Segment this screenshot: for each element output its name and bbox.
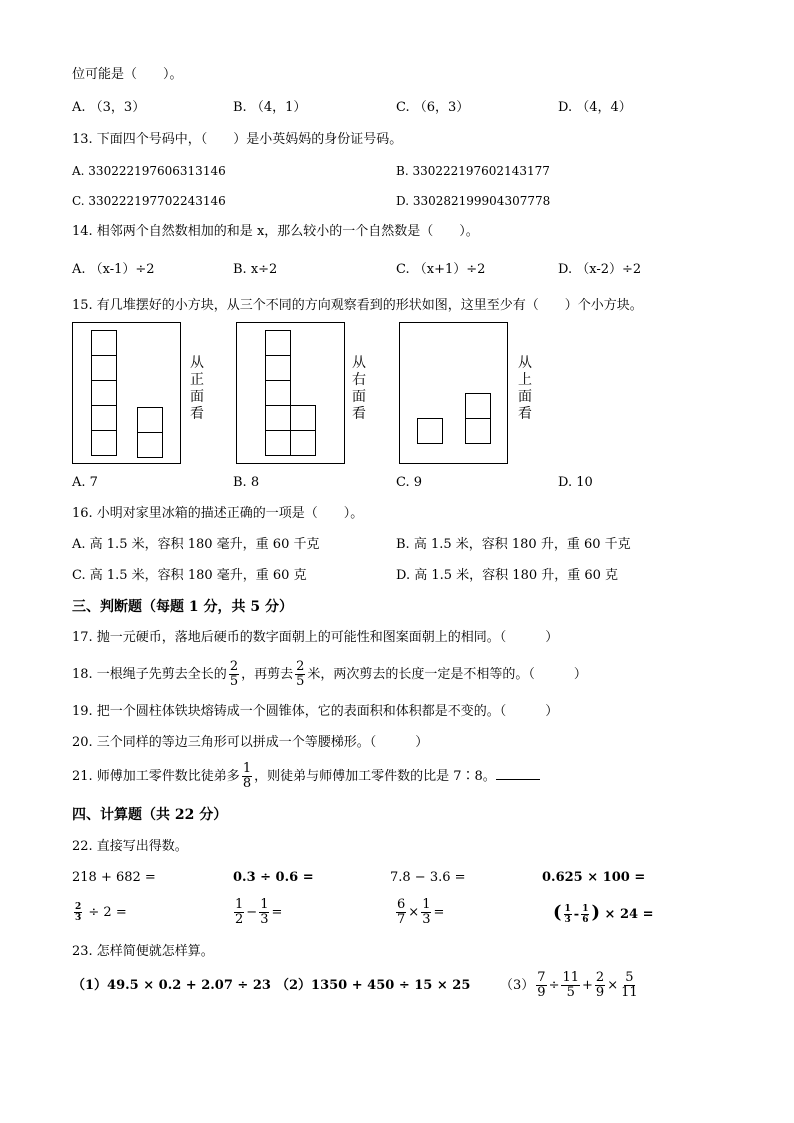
q16-stem: 16. 小明对家里冰箱的描述正确的一项是（ ）。: [72, 506, 364, 521]
fraction-denominator: 11: [621, 985, 638, 1000]
fraction: [595, 971, 605, 1000]
fraction-denominator: 3: [260, 912, 269, 927]
q22-expr-2: 0.3 ÷ 0.6 =: [233, 870, 314, 885]
q13-option-b[interactable]: B. 330222197602143177: [396, 164, 550, 178]
q12-option-c[interactable]: C. （6，3）: [396, 100, 470, 115]
operator: −: [246, 905, 258, 920]
fraction-numerator: 1: [235, 897, 244, 912]
operator: +: [582, 978, 593, 993]
fraction: [581, 904, 589, 925]
block-cell: [91, 380, 117, 406]
q15-option-c[interactable]: C. 9: [396, 475, 423, 490]
q22-expr-1: 218 + 682 =: [72, 870, 156, 885]
q16-option-a[interactable]: A. 高 1.5 米，容积 180 毫升，重 60 千克: [72, 537, 320, 552]
q13-option-d[interactable]: D. 330282199904307778: [396, 194, 551, 208]
q23-item-2-text: （2）1350 + 450 ÷ 15 × 25: [276, 978, 471, 993]
block-cell: [265, 430, 291, 456]
q21-text-b: ，则徒弟与师傅加工零件数的比是 7∶8。: [254, 769, 496, 784]
operator: ÷: [548, 978, 560, 993]
block-cell: [91, 330, 117, 356]
q22-stem: 22. 直接写出得数。: [72, 839, 188, 854]
q16-option-b[interactable]: B. 高 1.5 米，容积 180 升，重 60 千克: [396, 537, 631, 552]
right-view-frame: [236, 322, 345, 464]
fraction: [620, 971, 639, 1000]
equals-sign: =: [271, 905, 283, 920]
block-cell: [265, 330, 291, 356]
block-cell: [290, 405, 316, 431]
block-cell: [265, 405, 291, 431]
fraction-numerator: 6: [397, 897, 406, 912]
fraction-numerator: 1: [564, 904, 571, 914]
q22-expr-6: [232, 895, 282, 931]
q18-text-c: 米，两次剪去的长度一定是不相等的。（ ）: [307, 667, 587, 682]
fraction-denominator: 9: [537, 985, 546, 1000]
fraction-numerator: 1: [582, 904, 589, 914]
fraction-denominator: 5: [229, 674, 239, 689]
fraction: [74, 902, 82, 923]
fraction: [259, 898, 269, 927]
q18-text-b: ，再剪去: [241, 667, 294, 682]
q18-text-a: 18. 一根绳子先剪去全长的: [72, 667, 227, 682]
q20-stem: 20. 三个同样的等边三角形可以拼成一个等腰梯形。（ ）: [72, 735, 429, 750]
fraction: [229, 660, 239, 689]
block-cell: [465, 418, 491, 444]
fraction: [295, 660, 305, 689]
top-view-frame: [399, 322, 508, 464]
expr-tail: × 24 =: [604, 907, 654, 922]
block-cell: [91, 355, 117, 381]
q23-item-2: [276, 977, 470, 995]
section-3-heading: 三、判断题（每题 1 分，共 5 分）: [72, 599, 293, 615]
fraction: [564, 904, 572, 925]
item-number: （3）: [500, 978, 535, 993]
q13-option-c[interactable]: C. 330222197702243146: [72, 194, 226, 208]
expr-tail: ÷ 2 =: [88, 905, 127, 920]
q23-item-1-text: （1）49.5 × 0.2 + 2.07 ÷ 23: [72, 978, 271, 993]
fraction-numerator: 1: [242, 761, 252, 776]
front-view-label: 从正面看: [190, 355, 204, 422]
block-cell: [265, 380, 291, 406]
q15-stem: 15. 有几堆摆好的小方块，从三个不同的方向观察看到的形状如图，这里至少有（ ）个小方块。: [72, 298, 643, 313]
fraction-denominator: 3: [422, 912, 431, 927]
fraction-numerator: 5: [625, 970, 634, 985]
q12-stem-tail: 位可能是（ ）。: [72, 67, 183, 82]
fraction-denominator: 9: [595, 985, 605, 1000]
q13-option-a[interactable]: A. 330222197606313146: [72, 164, 226, 178]
fraction-numerator: 1: [260, 897, 269, 912]
fraction-denominator: 5: [296, 674, 305, 689]
fraction: [561, 971, 580, 1000]
q12-option-a[interactable]: A. （3，3）: [72, 100, 146, 115]
block-cell: [465, 393, 491, 419]
fraction-numerator: 1: [422, 897, 431, 912]
q14-option-b[interactable]: B. x÷2: [233, 262, 278, 277]
q15-option-d[interactable]: D. 10: [558, 475, 593, 490]
operator: ×: [408, 905, 420, 920]
fraction-denominator: 3: [564, 915, 571, 925]
q16-option-d[interactable]: D. 高 1.5 米，容积 180 升，重 60 克: [396, 568, 619, 583]
block-cell: [137, 407, 163, 433]
fraction: [234, 898, 244, 927]
right-view-label: 从右面看: [352, 355, 366, 422]
fraction-numerator: 2: [595, 970, 605, 985]
q15-option-b[interactable]: B. 8: [233, 475, 260, 490]
q14-option-d[interactable]: D. （x-2）÷2: [558, 262, 642, 277]
q14-option-a[interactable]: A. （x-1）÷2: [72, 262, 155, 277]
paren-close: ): [591, 902, 600, 923]
answer-blank[interactable]: [496, 767, 540, 780]
q19-stem: 19. 把一个圆柱体铁块熔铸成一个圆锥体，它的表面积和体积都是不变的。（ ）: [72, 704, 559, 719]
fraction-denominator: 8: [242, 776, 252, 791]
section-4-heading: 四、计算题（共 22 分）: [72, 807, 228, 823]
fraction-numerator: 11: [562, 970, 580, 985]
q12-option-b[interactable]: B. （4，1）: [233, 100, 307, 115]
q23-item-1: [72, 977, 271, 995]
fraction: [396, 898, 406, 927]
block-cell: [265, 355, 291, 381]
fraction-numerator: 2: [229, 659, 239, 674]
fraction: [242, 762, 252, 791]
block-cell: [91, 430, 117, 456]
q21-stem: [72, 762, 540, 792]
q21-text-a: 21. 师傅加工零件数比徒弟多: [72, 769, 240, 784]
fraction-denominator: 5: [566, 985, 575, 1000]
q15-option-a[interactable]: A. 7: [72, 475, 98, 490]
fraction-denominator: 3: [75, 913, 82, 923]
paren-open: (: [553, 902, 562, 923]
fraction-numerator: 2: [296, 659, 305, 674]
front-view-frame: [72, 322, 181, 464]
q12-option-d[interactable]: D. （4，4）: [558, 100, 632, 115]
q13-stem: 13. 下面四个号码中，（ ）是小英妈妈的身份证号码。: [72, 132, 403, 147]
top-view-label: 从上面看: [518, 355, 532, 422]
q14-option-c[interactable]: C. （x+1）÷2: [396, 262, 486, 277]
q22-expr-3: 7.8 − 3.6 =: [390, 870, 466, 885]
fraction-numerator: 7: [537, 970, 546, 985]
q22-expr-7: [394, 895, 444, 931]
fraction: [536, 971, 546, 1000]
equals-sign: =: [433, 905, 445, 920]
q14-stem: 14. 相邻两个自然数相加的和是 x，那么较小的一个自然数是（ ）。: [72, 224, 479, 239]
q23-stem: 23. 怎样简便就怎样算。: [72, 944, 214, 959]
q23-item-3: [500, 966, 641, 1006]
fraction: [421, 898, 431, 927]
q22-expr-8: [553, 897, 653, 931]
fraction-denominator: 6: [582, 915, 589, 925]
fraction-denominator: 7: [397, 912, 406, 927]
q16-option-c[interactable]: C. 高 1.5 米，容积 180 毫升，重 60 克: [72, 568, 307, 583]
q18-stem: [72, 660, 587, 690]
operator: ×: [607, 978, 619, 993]
fraction-denominator: 2: [235, 912, 244, 927]
block-cell: [137, 432, 163, 458]
block-cell: [91, 405, 117, 431]
q17-stem: 17. 抛一元硬币，落地后硬币的数字面朝上的可能性和图案面朝上的相同。（ ）: [72, 630, 559, 645]
fraction-numerator: 2: [75, 902, 82, 912]
q22-expr-4: 0.625 × 100 =: [542, 870, 646, 885]
operator: -: [573, 907, 580, 922]
block-cell: [290, 430, 316, 456]
block-cell: [417, 418, 443, 444]
q22-expr-5: [72, 897, 127, 929]
